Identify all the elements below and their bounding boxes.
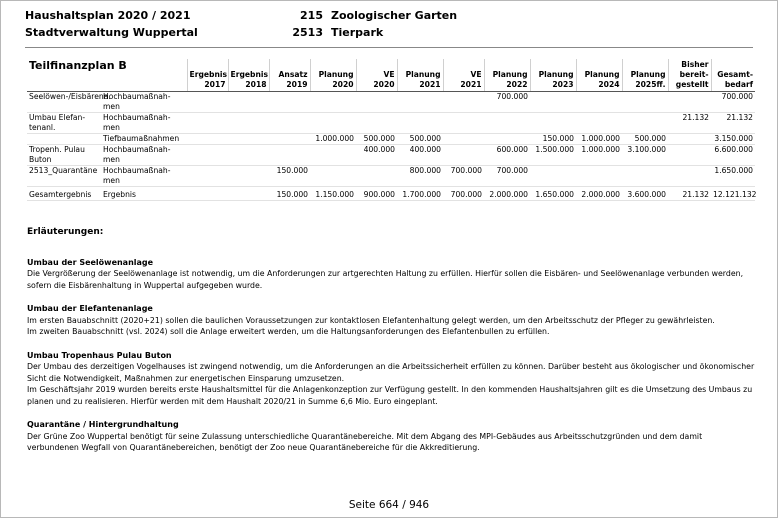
table-cell: 3.600.000 (622, 187, 668, 201)
table-cell (668, 92, 711, 113)
column-header-line: 2025ff. (635, 80, 666, 89)
table-cell (228, 187, 269, 201)
section-title: Umbau der Elefantenanlage (27, 304, 153, 313)
column-header-line: 2021 (419, 80, 441, 89)
table-cell: 600.000 (484, 145, 530, 166)
table-cell (397, 92, 443, 113)
column-header (711, 59, 755, 92)
table-cell (228, 166, 269, 187)
administration-name: Stadtverwaltung Wuppertal (25, 26, 198, 39)
table-cell (530, 166, 576, 187)
column-header-line: 2021 (460, 80, 482, 89)
column-header-line: Planung (584, 70, 620, 79)
table-row (27, 166, 755, 187)
section-paragraph: Der Grüne Zoo Wuppertal benötigt für seine Zulassung unterschiedliche Quarantänebereiche. Mit dem Abgang des MPI-Gebäudes aus Arbeitsschutzgründen und dem damit verbundenen Wegfall von Quarantänebereichen, benötigt der Zoo neue Quarantänebereiche für die Akkreditierung. (27, 431, 703, 452)
measure-type: Ergebnis (101, 187, 187, 201)
table-cell: 400.000 (397, 145, 443, 166)
table-cell (622, 92, 668, 113)
table-cell (269, 134, 310, 145)
section-paragraph: Der Umbau des derzeitigen Vogelhauses ist zwingend notwendig, um die Anforderungen an die Arbeitssicherheit erfüllen zu können. Darüber besteht aus ökologischer und ökonomischer Sicht die Notwendigkeit, Maßnahmen zur energetischen Einsparung umzusetzen. (27, 362, 755, 383)
measure-name: Gesamtergebnis (27, 187, 101, 201)
table-cell (187, 187, 228, 201)
section-spacer (27, 291, 755, 303)
table-cell (228, 113, 269, 134)
column-header-line: 2020 (332, 80, 354, 89)
plan-title: Haushaltsplan 2020 / 2021 (25, 9, 191, 22)
column-header-line: Planung (492, 70, 528, 79)
column-header (356, 59, 397, 92)
section-paragraph: Im zweiten Bauabschnitt (vsl. 2024) soll die Anlage erweitert werden, um die Haltungsanforderungen des Elefantenbullen zu erfüllen. (27, 327, 550, 336)
table-cell: 1.500.000 (530, 145, 576, 166)
table-cell: 6.600.000 (711, 145, 755, 166)
table-cell (187, 92, 228, 113)
table-cell (310, 92, 356, 113)
section-paragraph: Im ersten Bauabschnitt (2020+21) sollen die baulichen Voraussetzungen zur kontaktlosen Elefantenhaltung gelegt werden, um den Arbeitsschutz der Pfleger zu gewährleisten. (27, 315, 715, 325)
table-cell: 2.000.000 (576, 187, 622, 201)
product-area-name: Zoologischer Garten (331, 9, 458, 22)
table-title: Teilfinanzplan B (27, 59, 187, 92)
table-cell: 700.000 (484, 166, 530, 187)
column-header (484, 59, 530, 92)
table-cell (228, 92, 269, 113)
table-cell (668, 166, 711, 187)
column-header-line: Ansatz (278, 70, 308, 79)
column-header (269, 59, 310, 92)
column-header (622, 59, 668, 92)
column-header-line: Planung (630, 70, 666, 79)
table-cell (443, 113, 484, 134)
column-header (397, 59, 443, 92)
column-header (187, 59, 228, 92)
table-cell (269, 92, 310, 113)
column-header (443, 59, 484, 92)
table-cell: 500.000 (356, 134, 397, 145)
table-cell: 1.000.000 (310, 134, 356, 145)
column-header-line: VE (470, 70, 482, 79)
table-row (27, 145, 755, 166)
table-cell (356, 113, 397, 134)
table-cell (576, 92, 622, 113)
table-cell (187, 145, 228, 166)
table-cell (187, 166, 228, 187)
table-cell (530, 92, 576, 113)
table-cell (310, 166, 356, 187)
measure-type: Tiefbaumaßnahmen (101, 134, 187, 145)
header-line-1 (25, 9, 458, 22)
table-cell: 800.000 (397, 166, 443, 187)
table-cell (187, 113, 228, 134)
table-cell (356, 92, 397, 113)
explanations (27, 227, 755, 454)
column-header-line: bereit- (679, 70, 709, 79)
column-header-line: VE (383, 70, 395, 79)
column-header-line: 2022 (506, 80, 528, 89)
header-line-2 (25, 26, 384, 39)
table-cell: 700.000 (443, 187, 484, 201)
column-header-line: 2024 (598, 80, 620, 89)
measure-name: 2513_Quarantäne (27, 166, 101, 187)
table-cell: 700.000 (711, 92, 755, 113)
column-header-line: Bisher (681, 60, 709, 69)
table-cell (310, 113, 356, 134)
table-header-row (27, 59, 755, 92)
column-header-line: bedarf (724, 80, 754, 89)
measure-type: Hochbaumaßnah-men (101, 113, 187, 134)
section-spacer (27, 407, 755, 419)
table-cell: 900.000 (356, 187, 397, 201)
table-body (27, 92, 755, 201)
table-cell: 12.121.132 (711, 187, 755, 201)
table-cell: 400.000 (356, 145, 397, 166)
finance-table (27, 59, 755, 201)
column-header-line: 2020 (373, 80, 395, 89)
table-cell (668, 134, 711, 145)
section-paragraph: Im Geschäftsjahr 2019 wurden bereits erste Haushaltsmittel für die Anlagenkonzeption zur Verfügung gestellt. In den kommenden Haushaltsjahren gilt es die Umsetzung des Umbaus zu planen und zu realisieren. Hierfür werden mit dem Haushalt 2020/21 in Summe 6,6 Mio. Euro eingeplant. (27, 385, 753, 406)
table-cell (228, 134, 269, 145)
table-cell (310, 145, 356, 166)
table-cell: 1.000.000 (576, 134, 622, 145)
table-cell: 700.000 (484, 92, 530, 113)
table-row (27, 187, 755, 201)
column-header-line: 2023 (552, 80, 574, 89)
measure-type: Hochbaumaßnah-men (101, 166, 187, 187)
product-group-code: 2513 (292, 26, 323, 39)
table-cell: 21.132 (668, 187, 711, 201)
table-cell (484, 134, 530, 145)
table-cell (622, 166, 668, 187)
measure-name: Umbau Elefan-tenanl. (27, 113, 101, 134)
column-header (668, 59, 711, 92)
column-header (310, 59, 356, 92)
section-spacer (27, 338, 755, 350)
product-group-name: Tierpark (331, 26, 384, 39)
column-header-line: Planung (538, 70, 574, 79)
column-header-line: 2019 (286, 80, 308, 89)
table-cell: 500.000 (397, 134, 443, 145)
section-paragraph: Die Vergrößerung der Seelöwenanlage ist notwendig, um die Anforderungen zur artgerechten Haltung zu erfüllen. Hierfür sollen die Eisbären- und Seelöwenanlage verbunden werden, sofern die Eisbärenhaltung in Wuppertal aufgegeben wurde. (27, 269, 744, 290)
table-cell: 2.000.000 (484, 187, 530, 201)
table-cell: 150.000 (530, 134, 576, 145)
table-row (27, 134, 755, 145)
table-cell: 3.150.000 (711, 134, 755, 145)
measure-type: Hochbaumaßnah-men (101, 145, 187, 166)
table-cell (228, 145, 269, 166)
explanations-heading: Erläuterungen: (27, 227, 104, 237)
table-cell (443, 92, 484, 113)
header-divider (25, 47, 753, 48)
table-cell (484, 113, 530, 134)
measure-name: Tropenh. Pulau Buton (27, 145, 101, 166)
section-title: Quarantäne / Hintergrundhaltung (27, 420, 179, 429)
table-row (27, 113, 755, 134)
table-cell: 1.650.000 (530, 187, 576, 201)
column-header-line: Planung (405, 70, 441, 79)
table-cell (397, 113, 443, 134)
section-title: Umbau der Seelöwenanlage (27, 257, 154, 267)
table-cell (269, 113, 310, 134)
measure-name: Seelöwen-/Eisbärena. (27, 92, 101, 113)
table-cell: 21.132 (711, 113, 755, 134)
column-header (228, 59, 269, 92)
column-header-line: 2018 (245, 80, 267, 89)
product-area-code: 215 (300, 9, 323, 22)
measure-type: Hochbaumaßnah-men (101, 92, 187, 113)
table-cell (668, 145, 711, 166)
table-cell (576, 113, 622, 134)
column-header-line: Planung (318, 70, 354, 79)
column-header-line: Gesamt- (717, 70, 754, 79)
table-cell: 1.150.000 (310, 187, 356, 201)
column-header-line: 2017 (204, 80, 226, 89)
table-cell (356, 166, 397, 187)
section-title: Umbau Tropenhaus Pulau Buton (27, 350, 172, 360)
table-cell (443, 145, 484, 166)
table-cell: 150.000 (269, 166, 310, 187)
measure-name (27, 134, 101, 145)
table-cell: 1.650.000 (711, 166, 755, 187)
table-cell: 500.000 (622, 134, 668, 145)
table-cell (622, 113, 668, 134)
table-cell: 21.132 (668, 113, 711, 134)
column-header-line: Ergebnis (189, 70, 227, 79)
table-cell: 1.700.000 (397, 187, 443, 201)
table-cell (443, 134, 484, 145)
column-header-line: Ergebnis (230, 70, 268, 79)
column-header (530, 59, 576, 92)
table-cell (269, 145, 310, 166)
table-cell: 700.000 (443, 166, 484, 187)
table-cell (187, 134, 228, 145)
column-header-line: gestellt (675, 80, 709, 89)
table-cell (576, 166, 622, 187)
table-cell: 1.000.000 (576, 145, 622, 166)
table-cell: 150.000 (269, 187, 310, 201)
table-cell (530, 113, 576, 134)
page-number: Seite 664 / 946 (348, 499, 430, 511)
table-cell: 3.100.000 (622, 145, 668, 166)
column-header (576, 59, 622, 92)
table-row (27, 92, 755, 113)
